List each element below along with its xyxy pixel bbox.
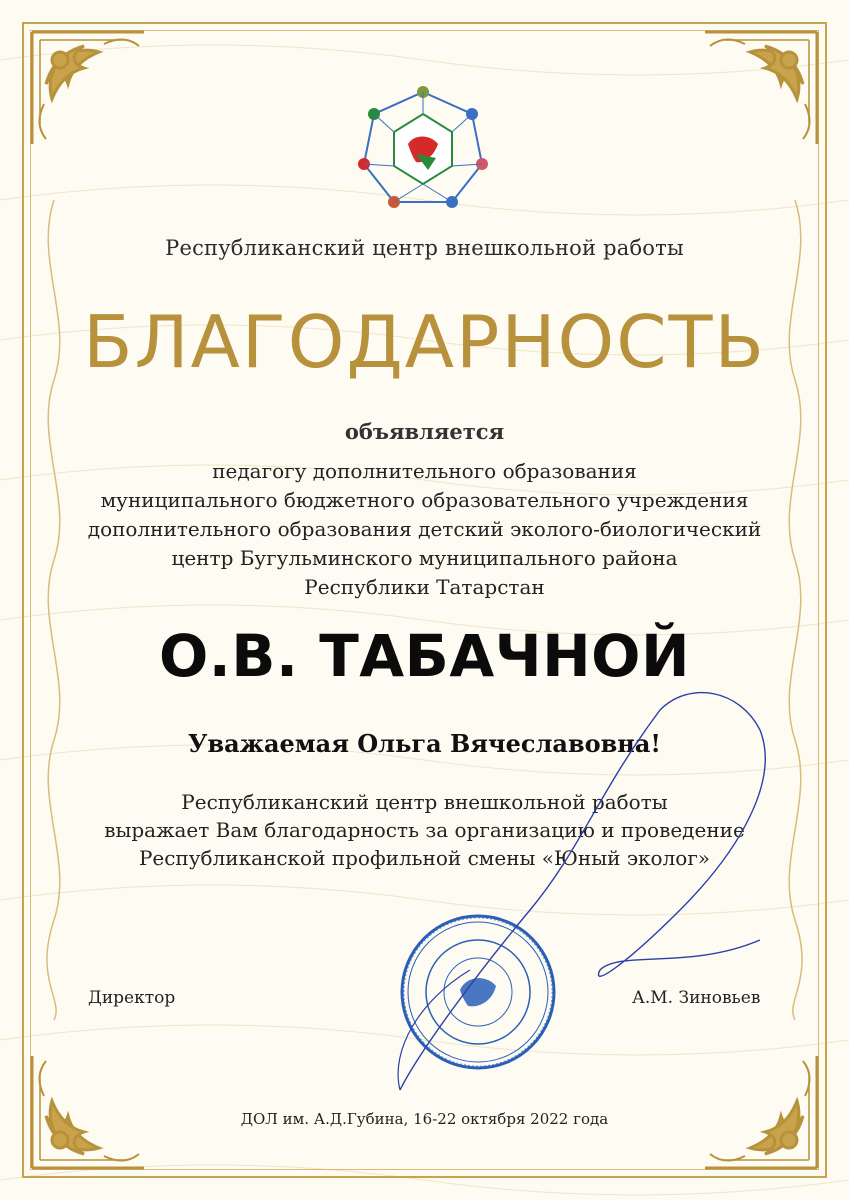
organization-emblem-icon bbox=[356, 84, 490, 214]
recipient-name: О.В. ТАБАЧНОЙ bbox=[158, 622, 691, 690]
message-line: Республиканской профильной смены «Юный эколог» bbox=[138, 846, 711, 870]
recipient-line: Республики Татарстан bbox=[304, 575, 545, 599]
recipient-description bbox=[60, 457, 789, 602]
recipient-line: дополнительного образования детский эколого-биологический bbox=[87, 517, 762, 541]
recipient-line: муниципального бюджетного образовательного учреждения bbox=[100, 488, 749, 512]
recipient-line: педагогу дополнительного образования bbox=[212, 459, 637, 483]
salutation: Уважаемая Ольга Вячеславовна! bbox=[188, 729, 661, 758]
corner-ornament-top-right bbox=[695, 24, 825, 154]
message-line: выражает Вам благодарность за организацию и проведение bbox=[104, 818, 745, 842]
announced-text: объявляется bbox=[344, 419, 505, 444]
signer-role: Директор bbox=[88, 988, 176, 1008]
certificate-title: БЛАГОДАРНОСТЬ bbox=[83, 300, 766, 384]
message-line: Республиканский центр внешкольной работы bbox=[181, 790, 668, 814]
recipient-line: центр Бугульминского муниципального района bbox=[171, 546, 678, 570]
corner-ornament-top-left bbox=[24, 24, 154, 154]
event-place-date: ДОЛ им. А.Д.Губина, 16-22 октября 2022 года bbox=[240, 1110, 609, 1128]
signer-name: А.М. Зиновьев bbox=[632, 988, 761, 1008]
handwritten-signature bbox=[360, 670, 780, 1130]
organization-name: Республиканский центр внешкольной работы bbox=[165, 236, 684, 260]
